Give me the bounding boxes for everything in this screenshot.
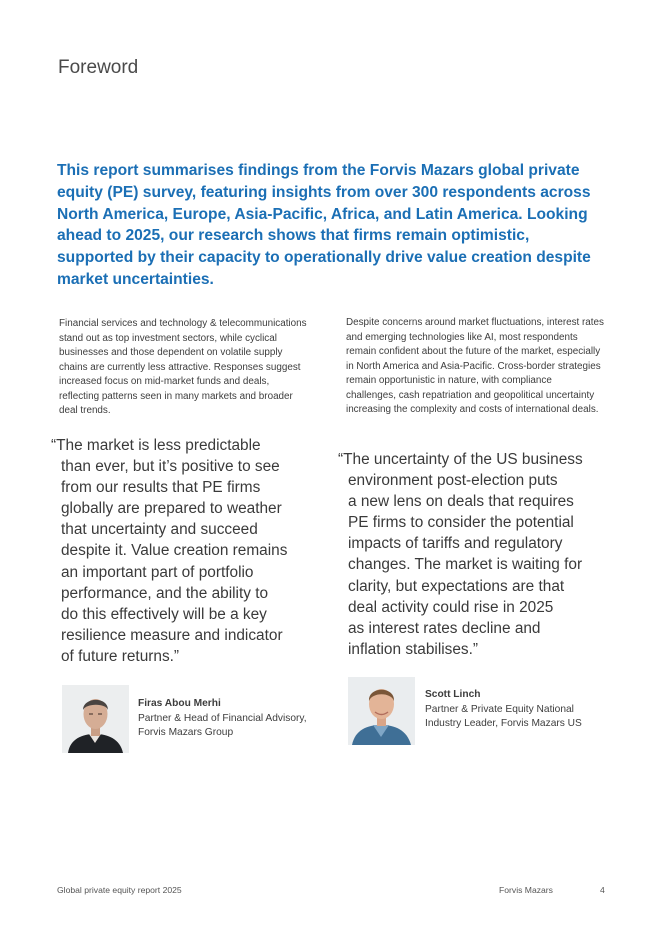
quote-line: as interest rates decline and	[348, 619, 541, 637]
page-title: Foreword	[58, 57, 139, 78]
portrait-firas-abou-merhi	[62, 685, 129, 753]
quote-line: environment post-election puts	[348, 472, 558, 490]
person-name: Scott Linch	[425, 689, 481, 700]
quote-line: impacts of tariffs and regulatory	[348, 535, 563, 553]
quote-line: an important part of portfolio	[61, 563, 254, 581]
person-caption-left	[138, 697, 338, 741]
quote-line: despite it. Value creation remains	[61, 542, 288, 560]
body-text-left: Financial services and technology & telecommunications stand out as top investment sectors, while cyclical businesses and those dependent on volatile supply chains are currently less attractive. Responses suggest increased focus on mid-market funds and deals, reflecting patterns seen in many markets and broader deal trends.	[59, 318, 307, 416]
quote-line: “The uncertainty of the US business	[338, 451, 583, 468]
quote-line: a new lens on deals that requires	[348, 493, 574, 511]
quote-line: resilience measure and indicator	[61, 626, 283, 644]
quote-line: PE firms to consider the potential	[348, 514, 574, 532]
footer-report-title: Global private equity report 2025	[57, 885, 182, 895]
quote-line: “The market is less predictable	[51, 437, 261, 454]
quote-line: than ever, but it’s positive to see	[61, 458, 280, 476]
quote-line: performance, and the ability to	[61, 584, 269, 602]
quote-line: that uncertainty and succeed	[61, 521, 258, 539]
body-text-right: Despite concerns around market fluctuations, interest rates and emerging technologies like AI, most respondents remain confident about the future of the market, especially in North America and Asia-Pacific. Cross-border strategies remain opportunistic in nature, with compliance challenges, cash repatriation and geopolitical uncertainty increasing the complexity and costs of international deals.	[346, 317, 604, 415]
quote-line: changes. The market is waiting for	[348, 556, 583, 574]
person-role: Forvis Mazars Group	[138, 727, 234, 739]
page-number: 4	[600, 885, 605, 895]
person-caption-right	[425, 688, 625, 732]
intro-paragraph: This report summarises findings from the Forvis Mazars global private equity (PE) survey, featuring insights from over 300 respondents across North America, Europe, Asia-Pacific, Africa, and Latin America. Looking ahead to 2025, our research shows that firms remain optimistic, supported by their capacity to operationally drive value creation despite market uncertainties.	[57, 162, 591, 288]
quote-line: from our results that PE firms	[61, 479, 261, 497]
quote-line: deal activity could rise in 2025	[348, 598, 554, 616]
quote-line: do this effectively will be a key	[61, 605, 267, 623]
quote-left	[51, 435, 313, 667]
person-role: Partner & Head of Financial Advisory,	[138, 712, 307, 724]
quote-right	[338, 449, 602, 660]
portrait-scott-linch	[348, 677, 415, 745]
footer-brand: Forvis Mazars	[499, 885, 553, 895]
person-name: Firas Abou Merhi	[138, 698, 221, 709]
quote-line: clarity, but expectations are that	[348, 577, 565, 595]
person-role: Partner & Private Equity National	[425, 703, 574, 715]
person-role: Industry Leader, Forvis Mazars US	[425, 718, 582, 730]
quote-line: inflation stabilises.”	[348, 640, 479, 658]
quote-line: globally are prepared to weather	[61, 500, 282, 518]
quote-line: of future returns.”	[61, 647, 180, 665]
